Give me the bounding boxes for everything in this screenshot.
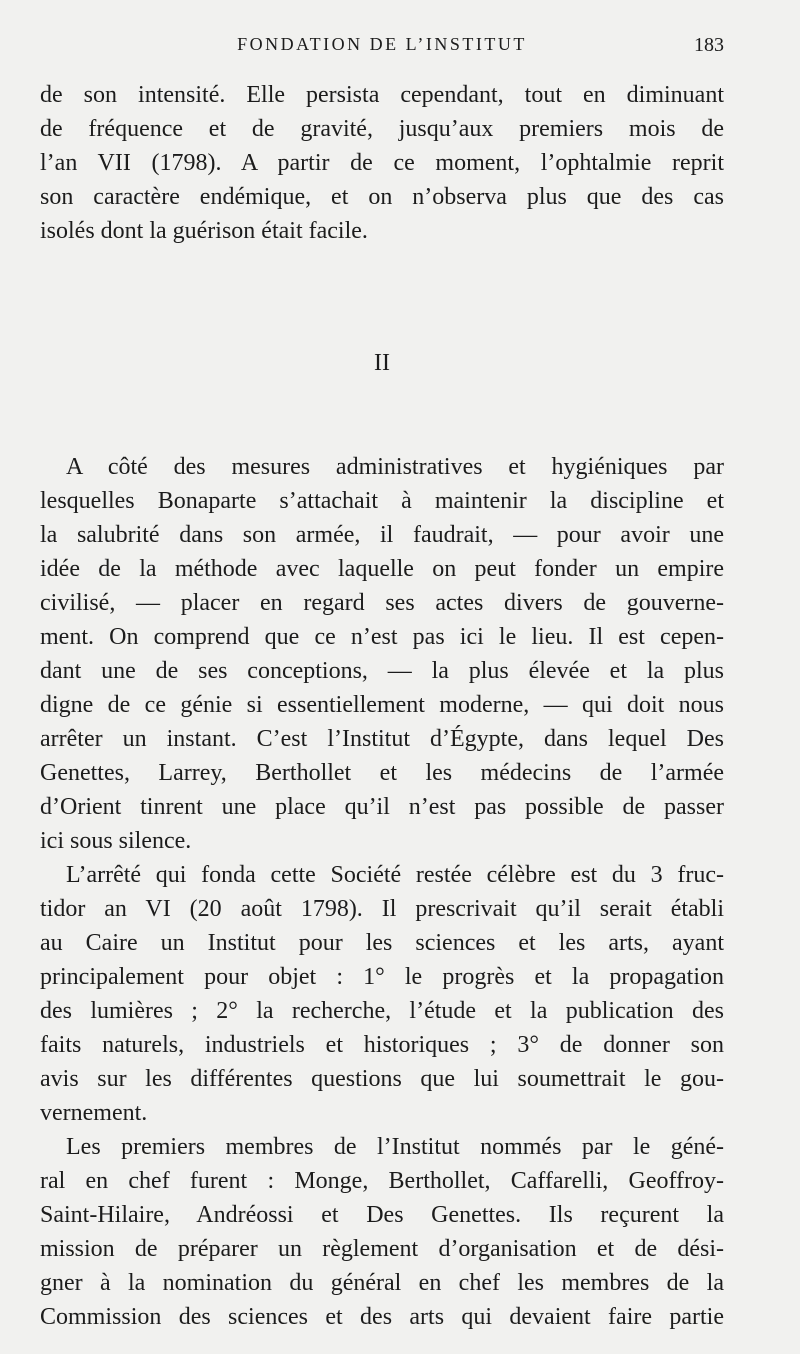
text-line: Genettes, Larrey, Berthollet et les médecins de l’armée [40, 760, 724, 786]
text-line: idée de la méthode avec laquelle on peut fonder un empire [40, 556, 724, 582]
text-line: Les premiers membres de l’Institut nommés par le géné- [66, 1134, 724, 1160]
text-line: isolés dont la guérison était facile. [40, 218, 368, 244]
text-line: ral en chef furent : Monge, Berthollet, Caffarelli, Geoffroy- [40, 1168, 724, 1194]
text-line: lesquelles Bonaparte s’attachait à maintenir la discipline et [40, 488, 724, 514]
text-line: son caractère endémique, et on n’observa plus que des cas [40, 184, 724, 210]
text-line: tidor an VI (20 août 1798). Il prescrivait qu’il serait établi [40, 896, 724, 922]
running-head [40, 34, 724, 60]
text-line: de fréquence et de gravité, jusqu’aux premiers mois de [40, 116, 724, 142]
text-line: L’arrêté qui fonda cette Société restée célèbre est du 3 fruc- [66, 862, 724, 888]
text-line: faits naturels, industriels et historiques ; 3° de donner son [40, 1032, 724, 1058]
text-line: gner à la nomination du général en chef les membres de la [40, 1270, 724, 1296]
text-line: l’an VII (1798). A partir de ce moment, l’ophtalmie reprit [40, 150, 724, 176]
text-line: civilisé, — placer en regard ses actes divers de gouverne- [40, 590, 724, 616]
text-line: avis sur les différentes questions que lui soumettrait le gou- [40, 1066, 724, 1092]
text-line: A côté des mesures administratives et hygiéniques par [66, 454, 724, 480]
text-line: au Caire un Institut pour les sciences et les arts, ayant [40, 930, 724, 956]
text-line: ici sous silence. [40, 828, 192, 854]
text-line: ment. On comprend que ce n’est pas ici le lieu. Il est cepen- [40, 624, 724, 650]
text-line: d’Orient tinrent une place qu’il n’est pas possible de passer [40, 794, 724, 820]
text-line: de son intensité. Elle persista cependant, tout en diminuant [40, 82, 724, 108]
text-line: mission de préparer un règlement d’organisation et de dési- [40, 1236, 724, 1262]
text-line: arrêter un instant. C’est l’Institut d’Égypte, dans lequel Des [40, 726, 724, 752]
page-number: 183 [694, 34, 724, 56]
text-line: principalement pour objet : 1° le progrès et la propagation [40, 964, 724, 990]
text-line: digne de ce génie si essentiellement moderne, — qui doit nous [40, 692, 724, 718]
text-line: vernement. [40, 1100, 148, 1126]
text-line: Saint-Hilaire, Andréossi et Des Genettes. Ils reçurent la [40, 1202, 724, 1228]
text-line: des lumières ; 2° la recherche, l’étude et la publication des [40, 998, 724, 1024]
running-title: FONDATION DE L’INSTITUT [237, 34, 527, 54]
text-line: la salubrité dans son armée, il faudrait, — pour avoir une [40, 522, 724, 548]
text-line: dant une de ses conceptions, — la plus élevée et la plus [40, 658, 724, 684]
section-heading: II [374, 350, 390, 376]
text-line: Commission des sciences et des arts qui devaient faire partie [40, 1304, 724, 1330]
